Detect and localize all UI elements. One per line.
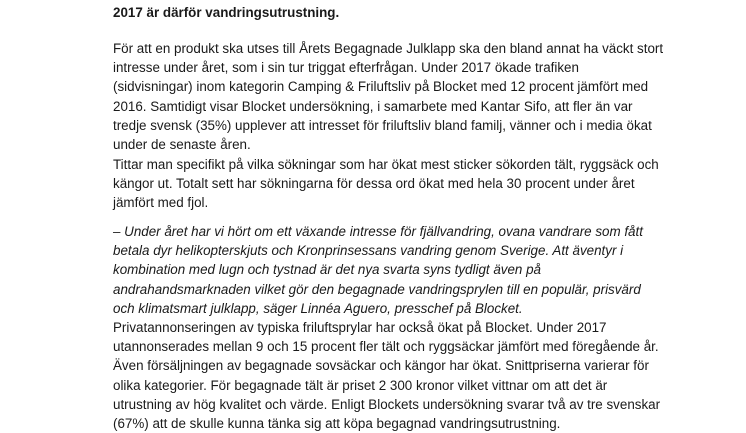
paragraph-searches — [113, 155, 659, 213]
paragraph-traffic — [113, 39, 664, 154]
paragraph-line: under de senaste åren. — [113, 137, 251, 153]
paragraph-line: kombination med lugn och tystnad är det nya svarta syns tydligt även på — [113, 262, 541, 278]
paragraph-line: olika kategorier. För begagnade tält är priset 2 300 kronor vilket vittnar om att det är — [113, 377, 608, 393]
paragraph-line: För att en produkt ska utses till Årets Begagnade Julklapp ska den bland annat ha väckt stort — [113, 41, 664, 56]
paragraph-line: andrahandsmarknaden vilket gör den begagnade vandringsprylen till en populär, prisvärd — [113, 281, 641, 297]
paragraph-line: utannonserades mellan 9 och 15 procent fler tält och ryggsäckar jämfört med föregående år. — [113, 339, 659, 355]
paragraph-line: kängor ut. Totalt sett har sökningarna för dessa ord ökat med hela 30 procent under året — [113, 176, 635, 192]
paragraph-quote — [113, 222, 643, 318]
section-heading: 2017 är därför vandringsutrustning. — [113, 5, 340, 20]
paragraph-listings — [113, 318, 661, 433]
paragraph-line: tredje svensk (35%) upplever att intresset för friluftsliv bland familj, vänner och i media ökat — [113, 117, 652, 133]
paragraph-line: Tittar man specifikt på vilka sökningar som har ökat mest sticker sökorden tält, ryggsäck och — [113, 157, 659, 172]
paragraph-line: Privatannonseringen av typiska friluftsprylar har också ökat på Blocket. Under 2017 — [113, 320, 607, 335]
paragraph-line: jämfört med fjol. — [113, 195, 209, 211]
paragraph-line: (sidvisningar) inom kategorin Camping & Friluftsliv på Blocket med 12 procent jämfört med — [113, 79, 649, 95]
paragraph-line: – Under året har vi hört om ett växande intresse för fjällvandring, ovana vandrare som fått — [113, 224, 643, 239]
paragraph-line: utrustning av hög kvalitet och värde. Enligt Blockets undersökning svarar två av tre svenskar — [113, 396, 661, 412]
paragraph-line: och klimatsmart julklapp, säger Linnéa Aguero, presschef på Blocket. — [113, 300, 523, 316]
paragraph-line: intresse under året, som i sin tur triggat efterfrågan. Under 2017 ökade trafiken — [113, 60, 579, 76]
paragraph-line: 2016. Samtidigt visar Blocket undersökning, i samarbete med Kantar Sifo, att fler än var — [113, 98, 633, 114]
paragraph-line: betala dyr helikopterskjuts och Kronprinsessans vandring genom Sverige. Att äventyr i — [113, 243, 624, 259]
paragraph-line: (67%) att de skulle kunna tänka sig att köpa begagnad vandringsutrustning. — [113, 416, 561, 432]
paragraph-line: Även försäljningen av begagnade sovsäckar och kängor har ökat. Snittpriserna varierar för — [113, 358, 649, 374]
